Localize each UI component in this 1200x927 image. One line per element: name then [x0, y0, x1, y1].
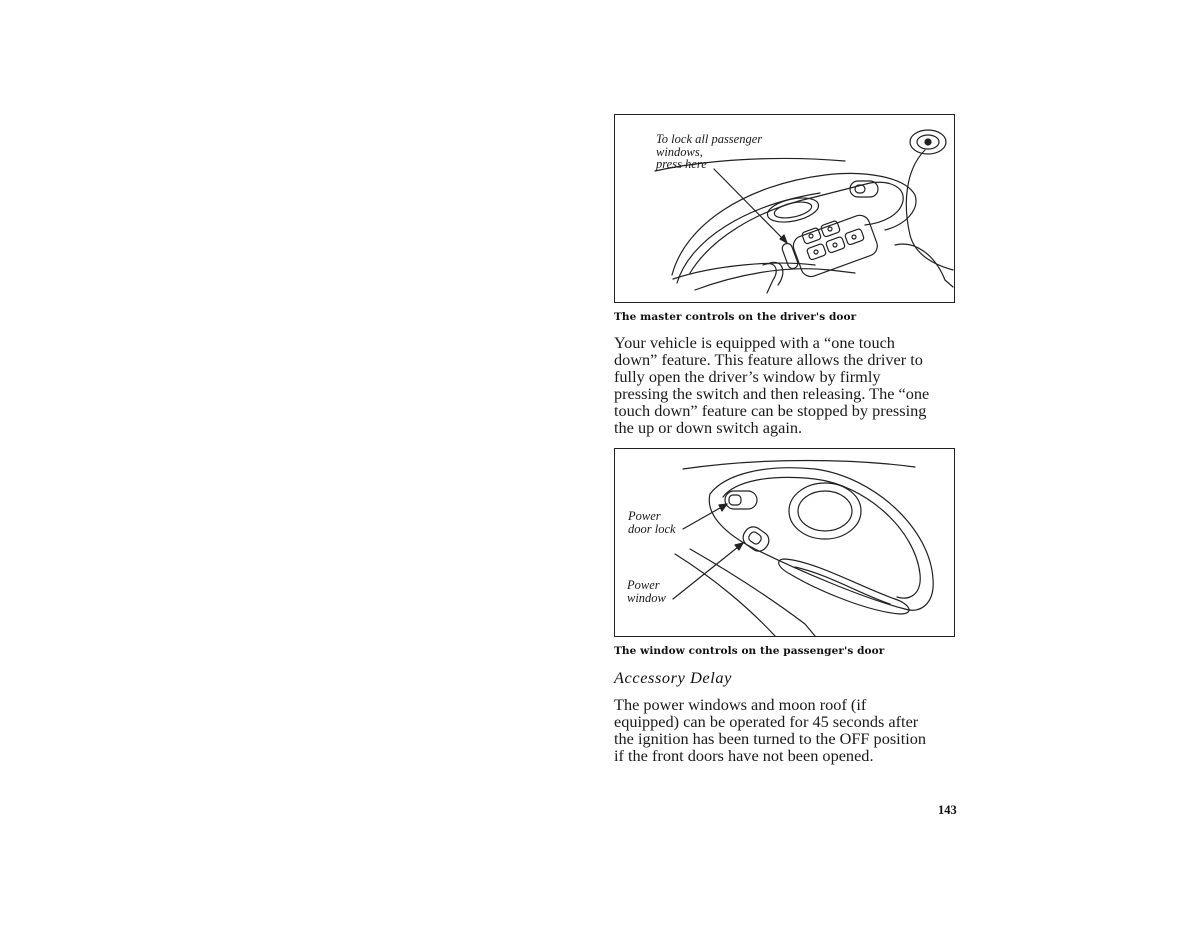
one-touch-down-paragraph: Your vehicle is equipped with a “one touch down” feature. This feature allows the driver to fully open the driver’s window by firmly pressing the switch and then releasing. The “one touch down” feature can be stopped by pressing the up or down switch again. [614, 333, 930, 437]
figure-caption-master-controls: The master controls on the driver's door [614, 311, 857, 323]
figure-caption-passenger-controls: The window controls on the passenger's door [614, 645, 885, 657]
lockout-switch-callout: To lock all passenger windows, press here [656, 132, 763, 171]
power-door-lock-callout: Power door lock [628, 509, 676, 536]
section-heading-accessory-delay: Accessory Delay [614, 668, 732, 687]
page-number: 143 [938, 803, 957, 817]
power-window-callout: Power window [627, 578, 666, 605]
accessory-delay-paragraph: The power windows and moon roof (if equipped) can be operated for 45 seconds after the ignition has been turned to the OFF position if the front doors have not been opened. [614, 695, 927, 765]
passenger-door-controls-illustration [614, 448, 955, 637]
